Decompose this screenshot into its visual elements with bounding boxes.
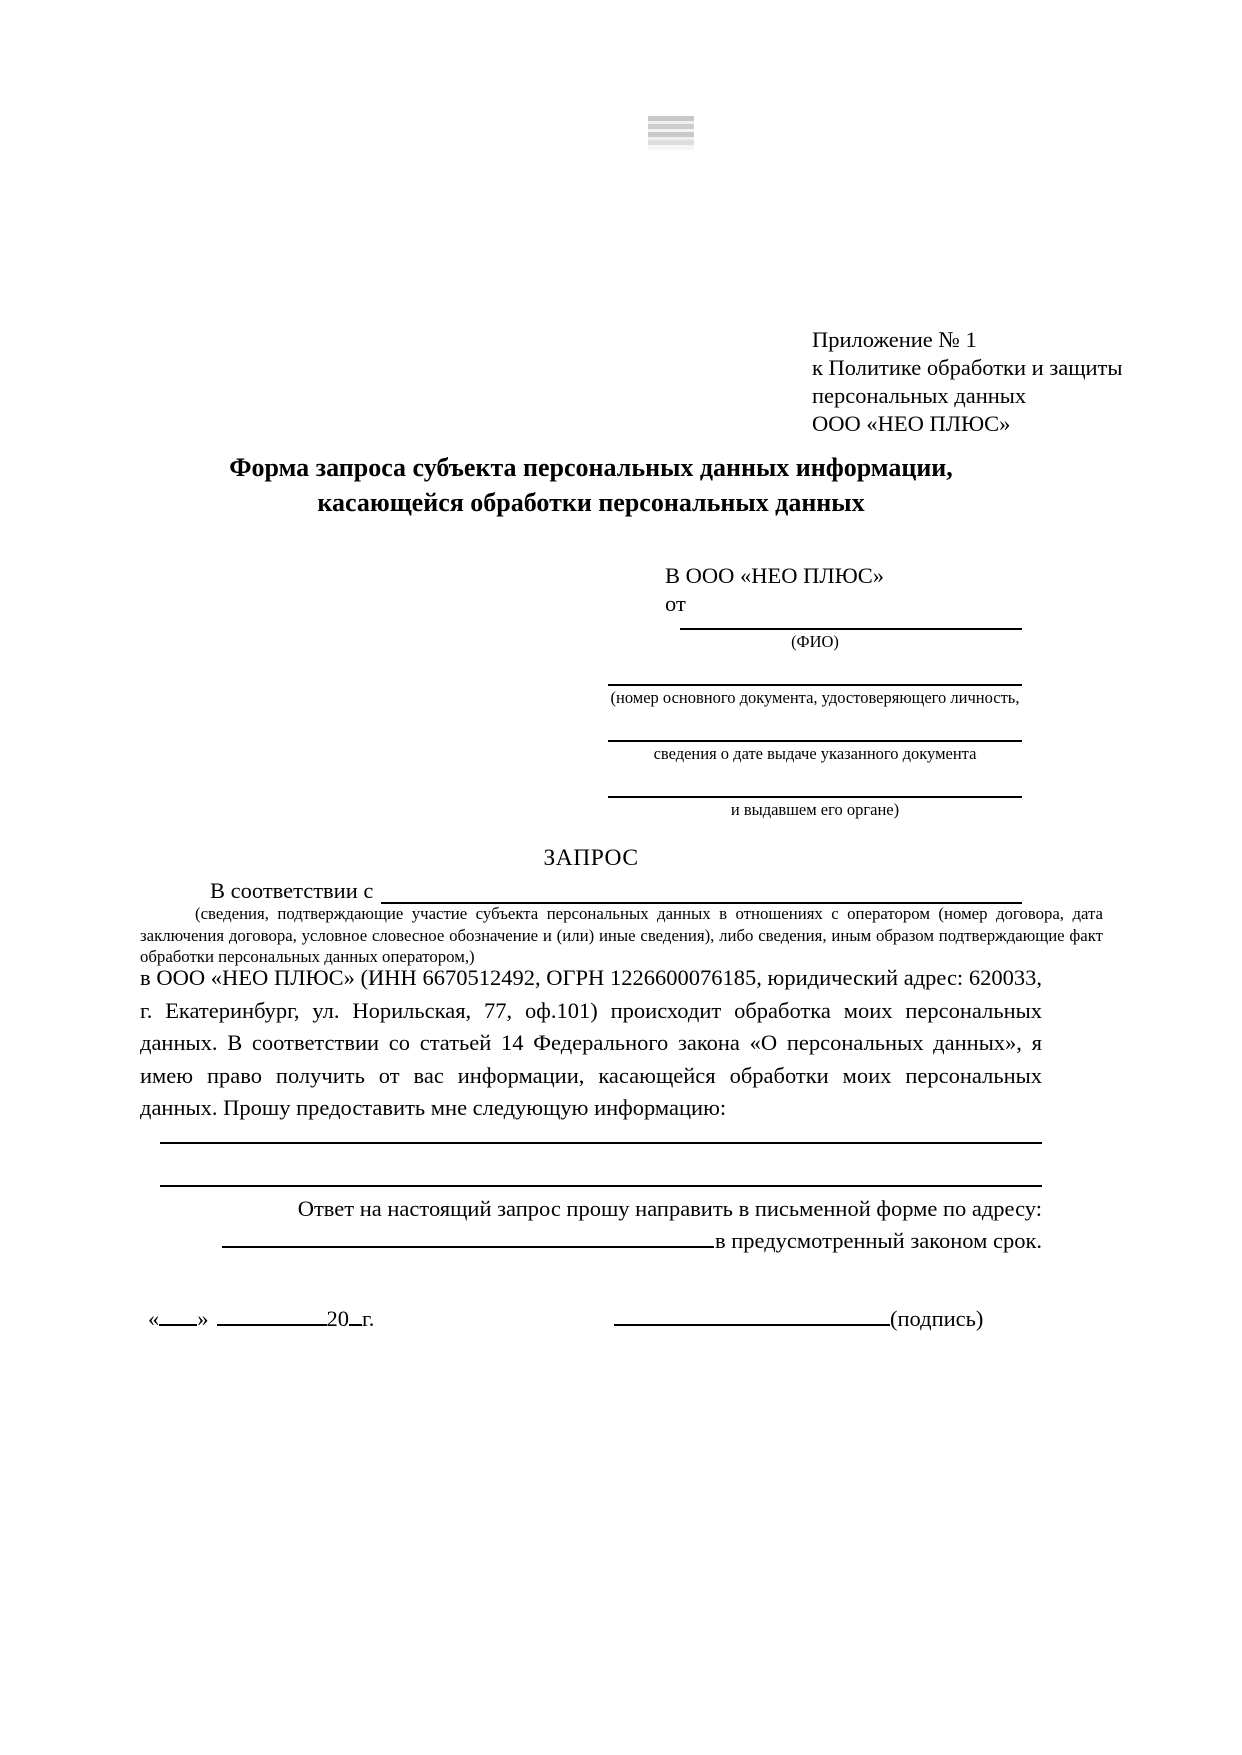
request-heading: ЗАПРОС [543,845,639,871]
response-line2-suffix: в предусмотренный законом срок. [715,1228,1042,1253]
issuing-authority-caption: и выдавшем его органе) [730,800,900,819]
signature-fill-line [614,1302,890,1326]
document-number-fill-line [608,652,1022,686]
appendix-block [812,326,1123,438]
signature-part [614,1302,983,1332]
date-part [148,1302,374,1332]
accordance-line [140,878,1022,904]
date-quote-close: » [197,1306,209,1331]
addressee-to: В ООО «НЕО ПЛЮС» [665,563,885,588]
document-title-line2: касающейся обработки персональных данных [317,488,865,517]
fio-caption: (ФИО) [791,632,839,651]
document-title-line1: Форма запроса субъекта персональных данных информации, [229,453,953,482]
information-fill-line-1 [160,1142,1042,1144]
signature-caption: (подпись) [890,1306,984,1331]
document-number-caption: (номер основного документа, удостоверяющего личность, [610,688,1020,707]
appendix-line: к Политике обработки и защиты [812,355,1123,380]
document-title [140,450,1042,520]
footnote-line: заключения договора, условное словесное обозначение и (или) иные сведения), либо сведения, иным образом подтверждающие факт [140,925,1103,945]
appendix-line: ООО «НЕО ПЛЮС» [812,411,1011,436]
month-fill-line [217,1302,327,1326]
request-body-paragraph: в ООО «НЕО ПЛЮС» (ИНН 6670512492, ОГРН 1226600076185, юридический адрес: 620033, г. Екатеринбург, ул. Норильская, 77, оф.101) происходит обработка моих персональных данных. В соответствии со статьей 14 Федерального закона «О персональных данных», я имею право получить от вас информации, касающейся обработки моих персональных данных. Прошу предоставить мне следующую информацию: [140,965,1042,1120]
date-quote-open: « [148,1306,160,1331]
year-prefix: 20 [326,1306,349,1331]
day-fill-line [159,1302,197,1326]
footnote-line: (сведения, подтверждающие участие субъекта персональных данных в отношениях с оператором (номер договора, дата [195,904,1103,923]
blurred-image-artifact [648,116,694,150]
accordance-footnote [140,903,1103,968]
address-fill-line [222,1224,714,1248]
year-fill-line [349,1302,362,1326]
response-block [140,1193,1042,1256]
information-fill-line-2 [160,1185,1042,1187]
response-line2 [140,1224,1042,1256]
addressee-from-label: от [665,591,686,616]
issue-date-fill-line [608,708,1022,742]
footnote-line: обработки персональных данных оператором,) [140,947,475,966]
accordance-prefix: В соответствии с [210,878,374,903]
issuing-authority-fill-line [608,764,1022,798]
issue-date-caption: сведения о дате выдаче указанного документа [653,744,977,763]
response-line1: Ответ на настоящий запрос прошу направить в письменной форме по адресу: [297,1196,1042,1221]
fio-fill-line [680,618,1022,630]
accordance-fill-line [381,878,1022,904]
appendix-line: персональных данных [812,383,1027,408]
year-suffix: г. [362,1306,375,1331]
appendix-line: Приложение № 1 [812,327,977,352]
addressee-block [608,562,1022,820]
